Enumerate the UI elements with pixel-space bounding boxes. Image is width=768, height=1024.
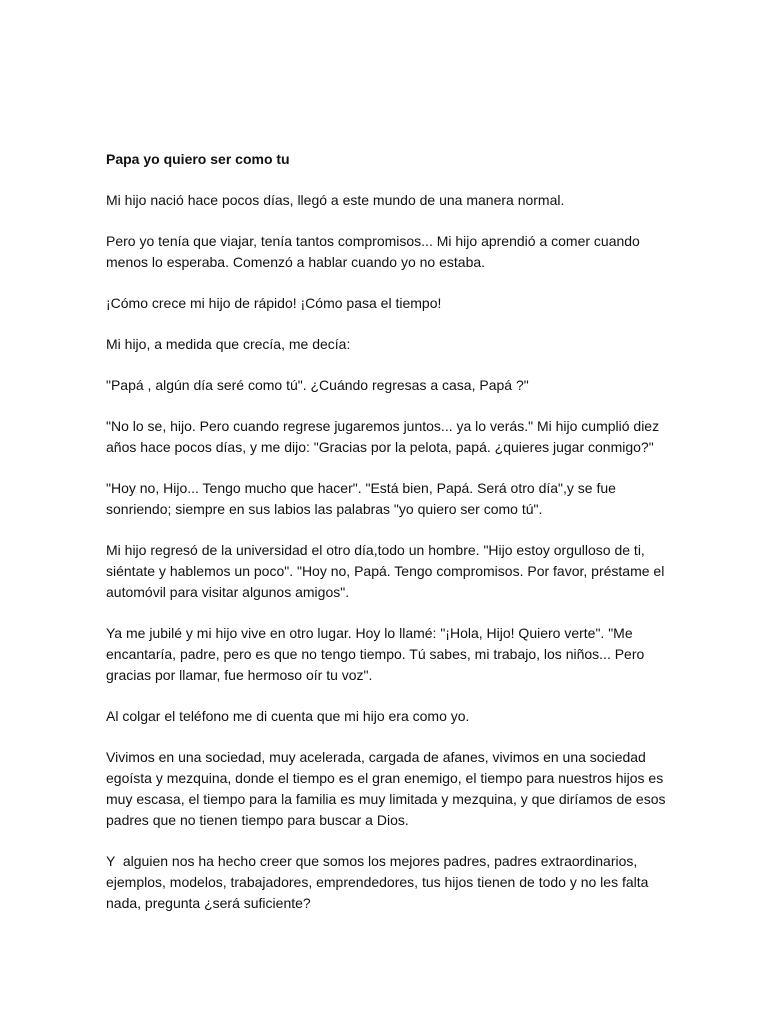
paragraph-3: ¡Cómo crece mi hijo de rápido! ¡Cómo pasa el tiempo! [106,295,442,311]
paragraph-10: Al colgar el teléfono me di cuenta que mi hijo era como yo. [106,708,470,724]
document-page [106,149,670,934]
paragraph-4: Mi hijo, a medida que crecía, me decía: [106,336,351,352]
paragraph-8: Mi hijo regresó de la universidad el otro día,todo un hombre. "Hijo estoy orgulloso de ti, siéntate y hablemos un poco". "Hoy no, Papá. Tengo compromisos. Por favor, préstame el automóvil para visitar algunos amigos". [106,542,669,600]
paragraph-12: Y alguien nos ha hecho creer que somos los mejores padres, padres extraordinarios, ejemplos, modelos, trabajadores, emprendedores, tus hijos tienen de todo y no les falta nada, pregunta ¿será suficiente? [106,853,653,911]
paragraph-11: Vivimos en una sociedad, muy acelerada, cargada de afanes, vivimos en una sociedad egoísta y mezquina, donde el tiempo es el gran enemigo, el tiempo para nuestros hijos es muy escasa, el tiempo para la familia es muy limitada y mezquina, y que diríamos de esos padres que no tienen tiempo para buscar a Dios. [106,749,670,828]
paragraph-7: "Hoy no, Hijo... Tengo mucho que hacer". "Está bien, Papá. Será otro día",y se fue sonriendo; siempre en sus labios las palabras "yo quiero ser como tú". [106,480,620,517]
paragraph-2: Pero yo tenía que viajar, tenía tantos compromisos... Mi hijo aprendió a comer cuando menos lo esperaba. Comenzó a hablar cuando yo no estaba. [106,233,644,270]
paragraph-9: Ya me jubilé y mi hijo vive en otro lugar. Hoy lo llamé: "¡Hola, Hijo! Quiero verte". "Me encantaría, padre, pero es que no tengo tiempo. Tú sabes, mi trabajo, los niños... Pero gracias por llamar, fue hermoso oír tu voz". [106,625,649,683]
paragraph-6: "No lo se, hijo. Pero cuando regrese jugaremos juntos... ya lo verás." Mi hijo cumplió diez años hace pocos días, y me dijo: "Gracias por la pelota, papá. ¿quieres jugar conmigo?" [106,418,663,455]
document-title: Papa yo quiero ser como tu [106,151,290,167]
paragraph-5: "Papá , algún día seré como tú". ¿Cuándo regresas a casa, Papá ?" [106,377,529,393]
paragraph-1: Mi hijo nació hace pocos días, llegó a este mundo de una manera normal. [106,192,565,208]
